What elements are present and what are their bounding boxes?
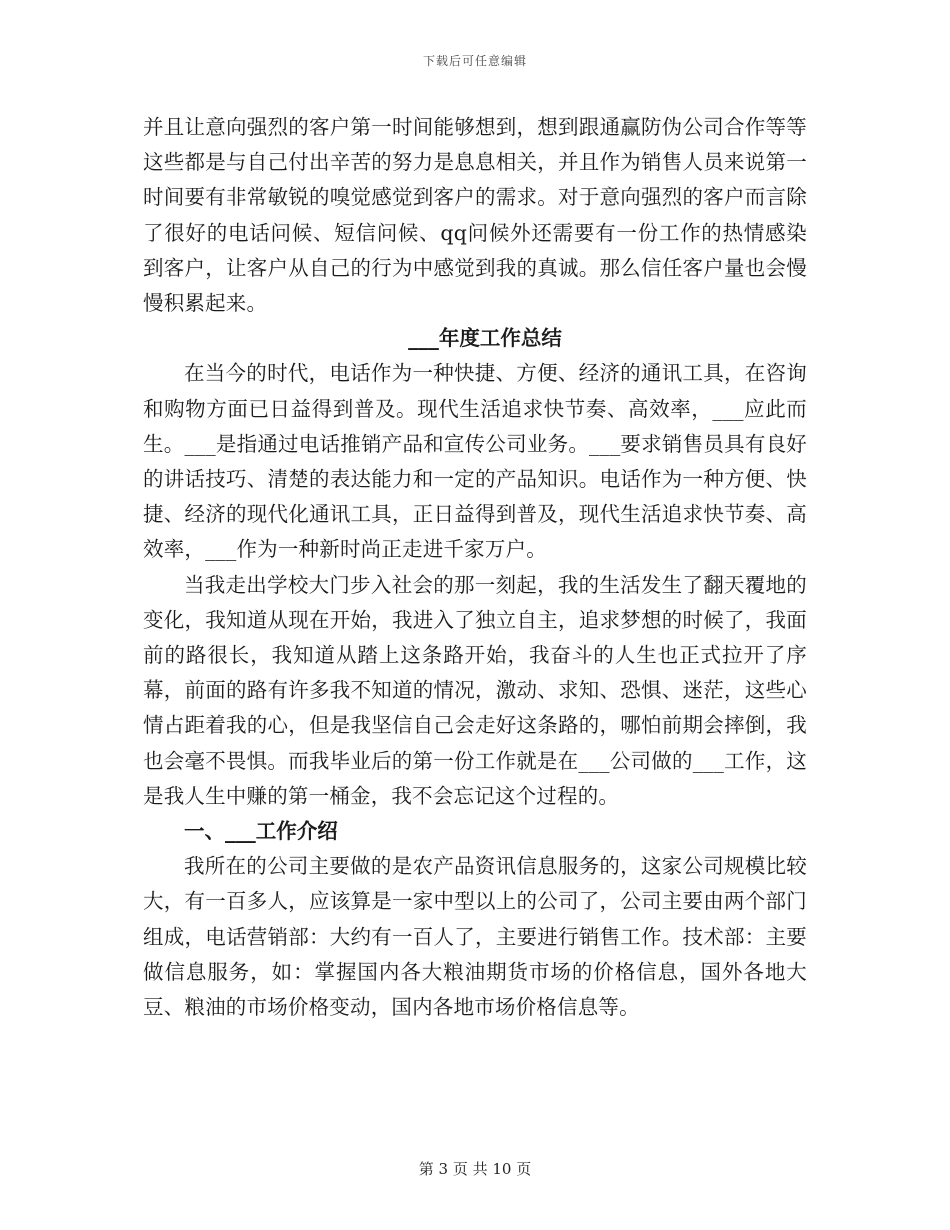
paragraph-company: 我所在的公司主要做的是农产品资讯信息服务的，这家公司规模比较大，有一百多人，应该算是一家中型以上的公司了，公司主要由两个部门组成，电话营销部：大约有一百人了，主要进行销售工作。技术部：主要做信息服务，如：掌握国内各大粮油期货市场的价格信息，国外各地大豆、粮油的市场价格变动，国内各地市场价格信息等。 [143,854,807,1020]
paragraph-personal: 当我走出学校大门步入社会的那一刻起，我的生活发生了翻天覆地的变化，我知道从现在开始，我进入了独立自主，追求梦想的时候了，我面前的路很长，我知道从踏上这条路开始，我奋斗的人生也正式拉开了序幕，前面的路有许多我不知道的情况，激动、求知、恐惧、迷茫，这些心情占距着我的心，但是我坚信自己会走好这条路的，哪怕前期会摔倒，我也会毫不畏惧。而我毕业后的第一份工作就是在___公司做的___工作，这是我人生中赚的第一桶金，我不会忘记这个过程的。 [143,572,807,808]
page-header: 下载后可任意编辑 [422,54,527,68]
document-title: ___年度工作总结 [408,326,562,351]
paragraph-continuation: 并且让意向强烈的客户第一时间能够想到，想到跟通赢防伪公司合作等等这些都是与自己付出辛苦的努力是息息相关，并且作为销售人员来说第一时间要有非常敏锐的嗅觉感觉到客户的需求。对于意向强烈的客户而言除了很好的电话问候、短信问候、qq问候外还需要有一份工作的热情感染到客户，让客户从自己的行为中感觉到我的真诚。那么信任客户量也会慢慢积累起来。 [143,115,807,316]
page-footer: 第 3 页 共 10 页 [418,1160,532,1178]
document-body [143,110,807,1025]
paragraph-intro: 在当今的时代，电话作为一种快捷、方便、经济的通讯工具，在咨询和购物方面已日益得到普及。现代生活追求快节奏、高效率，___应此而生。___是指通过电话推销产品和宣传公司业务。___要求销售员具有良好的讲话技巧、清楚的表达能力和一定的产品知识。电话作为一种方便、快捷、经济的现代化通讯工具，正日益得到普及，现代生活追求快节奏、高效率，___作为一种新时尚正走进千家万户。 [143,361,807,562]
section-heading: 一、___工作介绍 [184,819,338,844]
